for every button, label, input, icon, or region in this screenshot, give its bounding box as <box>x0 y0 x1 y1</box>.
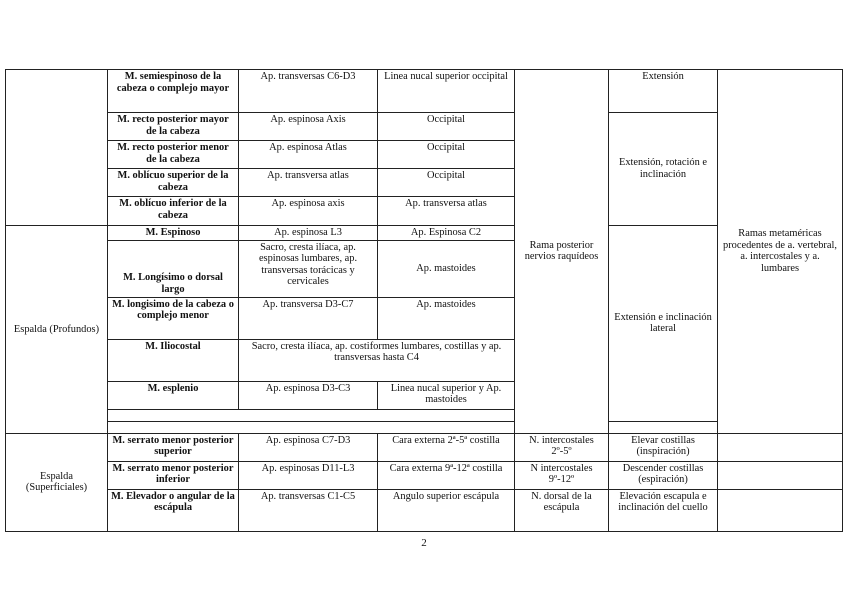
table-row <box>6 113 843 141</box>
insertion-cell: Linea nucal superior occipital <box>378 70 515 113</box>
action-cell: Extensión e inclinación lateral <box>609 226 718 422</box>
origin-insertion-cell: Sacro, cresta ilíaca, ap. costiformes lumbares, costillas y ap. transversas hasta C4 <box>239 339 515 381</box>
table-row <box>6 226 843 241</box>
origin-cell: Ap. espinosa axis <box>239 197 378 226</box>
origin-cell: Ap. espinosa C7-D3 <box>239 433 378 461</box>
innervation-cell: Rama posterior nervios raquídeos <box>515 70 609 434</box>
insertion-cell: Ap. transversa atlas <box>378 197 515 226</box>
gap-cell <box>108 409 515 421</box>
origin-cell: Ap. transversas C6-D3 <box>239 70 378 113</box>
empty-cell <box>718 433 843 461</box>
empty-cell <box>718 489 843 531</box>
muscle-name: M. serrato menor posterior inferior <box>108 461 239 489</box>
muscle-name: M. oblícuo superior de la cabeza <box>108 169 239 197</box>
action-cell: Elevar costillas (inspiración) <box>609 433 718 461</box>
region-cell: Espalda (Superficiales) <box>6 433 108 531</box>
insertion-cell: Ap. mastoides <box>378 240 515 297</box>
insertion-cell: Occipital <box>378 141 515 169</box>
muscle-name: M. oblícuo inferior de la cabeza <box>108 197 239 226</box>
nerve-cell: N intercostales 9º-12º <box>515 461 609 489</box>
table-row <box>6 70 843 113</box>
action-cell: Extensión <box>609 70 718 113</box>
insertion-cell: Cara externa 9ª-12ª costilla <box>378 461 515 489</box>
origin-cell: Ap. transversa atlas <box>239 169 378 197</box>
muscle-name: M. Longísimo o dorsal largo <box>108 240 239 297</box>
page-number: 2 <box>421 537 427 549</box>
origin-cell: Ap. transversa D3-C7 <box>239 297 378 339</box>
muscle-name: M. recto posterior mayor de la cabeza <box>108 113 239 141</box>
origin-cell: Sacro, cresta ilíaca, ap. espinosas lumbares, ap. transversas torácicas y cervicales <box>239 240 378 297</box>
table-gap-row <box>6 421 843 433</box>
action-cell: Extensión, rotación e inclinación <box>609 113 718 226</box>
muscle-table <box>5 69 843 532</box>
insertion-cell: Ap. mastoides <box>378 297 515 339</box>
nerve-cell: N. dorsal de la escápula <box>515 489 609 531</box>
origin-cell: Ap. espinosa Axis <box>239 113 378 141</box>
insertion-cell: Occipital <box>378 169 515 197</box>
muscle-name: M. Iliocostal <box>108 339 239 381</box>
origin-cell: Ap. espinosa Atlas <box>239 141 378 169</box>
table-row <box>6 489 843 531</box>
table-row <box>6 433 843 461</box>
origin-cell: Ap. espinosa L3 <box>239 226 378 241</box>
muscle-name: M. longisimo de la cabeza o complejo menor <box>108 297 239 339</box>
muscle-name: M. serrato menor posterior superior <box>108 433 239 461</box>
muscle-name: M. recto posterior menor de la cabeza <box>108 141 239 169</box>
insertion-cell: Ap. Espinosa C2 <box>378 226 515 241</box>
insertion-cell: Angulo superior escápula <box>378 489 515 531</box>
insertion-cell: Occipital <box>378 113 515 141</box>
region-cell-empty <box>6 70 108 226</box>
nerve-cell: N. intercostales 2º-5º <box>515 433 609 461</box>
muscle-name: M. semiespinoso de la cabeza o complejo mayor <box>108 70 239 113</box>
origin-cell: Ap. espinosa D3-C3 <box>239 381 378 409</box>
region-cell: Espalda (Profundos) <box>6 226 108 434</box>
table-row <box>6 461 843 489</box>
gap-cell <box>108 421 718 433</box>
insertion-cell: Linea nucal superior y Ap. mastoides <box>378 381 515 409</box>
muscle-name: M. esplenio <box>108 381 239 409</box>
irrigation-cell: Ramas metaméricas procedentes de a. vertebral, a. intercostales y a. lumbares <box>718 70 843 434</box>
origin-cell: Ap. espinosas D11-L3 <box>239 461 378 489</box>
origin-cell: Ap. transversas C1-C5 <box>239 489 378 531</box>
empty-cell <box>718 461 843 489</box>
action-cell: Descender costillas (espiración) <box>609 461 718 489</box>
insertion-cell: Cara externa 2ª-5ª costilla <box>378 433 515 461</box>
muscle-name: M. Espinoso <box>108 226 239 241</box>
muscle-name: M. Elevador o angular de la escápula <box>108 489 239 531</box>
action-cell: Elevación escapula e inclinación del cuello <box>609 489 718 531</box>
